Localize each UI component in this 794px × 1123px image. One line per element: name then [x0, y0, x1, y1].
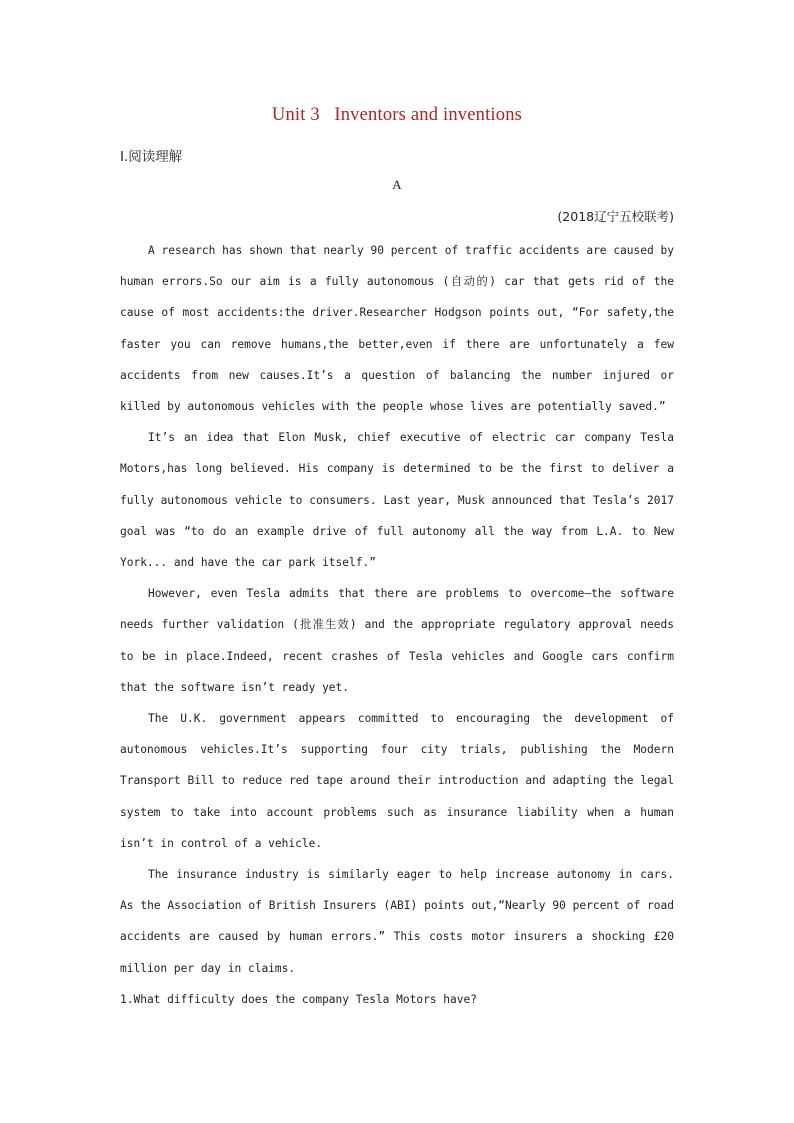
passage-body — [120, 235, 674, 1015]
question-1: 1.What difficulty does the company Tesla Motors have? — [120, 992, 477, 1006]
unit-title: Unit 3 Inventors and inventions — [271, 105, 523, 125]
passage-source: (2018辽宁五校联考) — [557, 209, 674, 224]
passage-letter: A — [392, 177, 402, 192]
paragraph-3: However, even Tesla admits that there are problems to overcome—the software needs further validation (批准生效) and the appropriate regulatory approval needs to be in place.Indeed, recent crashes of Tesla vehicles and Google cars confirm that the software isn’t ready yet. — [120, 587, 674, 694]
paragraph-4: The U.K. government appears committed to encouraging the development of autonomous vehicles.It’s supporting four city trials, publishing the Modern Transport Bill to reduce red tape around their introduction and adapting the legal system to take into account problems such as insurance liability when a human isn’t in control of a vehicle. — [120, 712, 674, 850]
paragraph-5: The insurance industry is similarly eager to help increase autonomy in cars. As the Association of British Insurers (ABI) points out,“Nearly 90 percent of road accidents are caused by human errors.” This costs motor insurers a shocking £20 million per day in claims. — [120, 868, 674, 975]
section-heading: Ⅰ.阅读理解 — [120, 149, 183, 165]
paragraph-1: A research has shown that nearly 90 percent of traffic accidents are caused by human errors.So our aim is a fully autonomous (自动的) car that gets rid of the cause of most accidents:the driver.Researcher Hodgson points out, “For safety,the faster you can remove humans,the better,even if there are unfortunately a few accidents from new causes.It’s a question of balancing the number injured or killed by autonomous vehicles with the people whose lives are potentially saved.” — [120, 244, 674, 414]
paragraph-2: It’s an idea that Elon Musk, chief executive of electric car company Tesla Motors,has long believed. His company is determined to be the first to deliver a fully autonomous vehicle to consumers. Last year, Musk announced that Tesla’s 2017 goal was “to do an example drive of full autonomy all the way from L.A. to New York... and have the car park itself.” — [120, 431, 674, 570]
